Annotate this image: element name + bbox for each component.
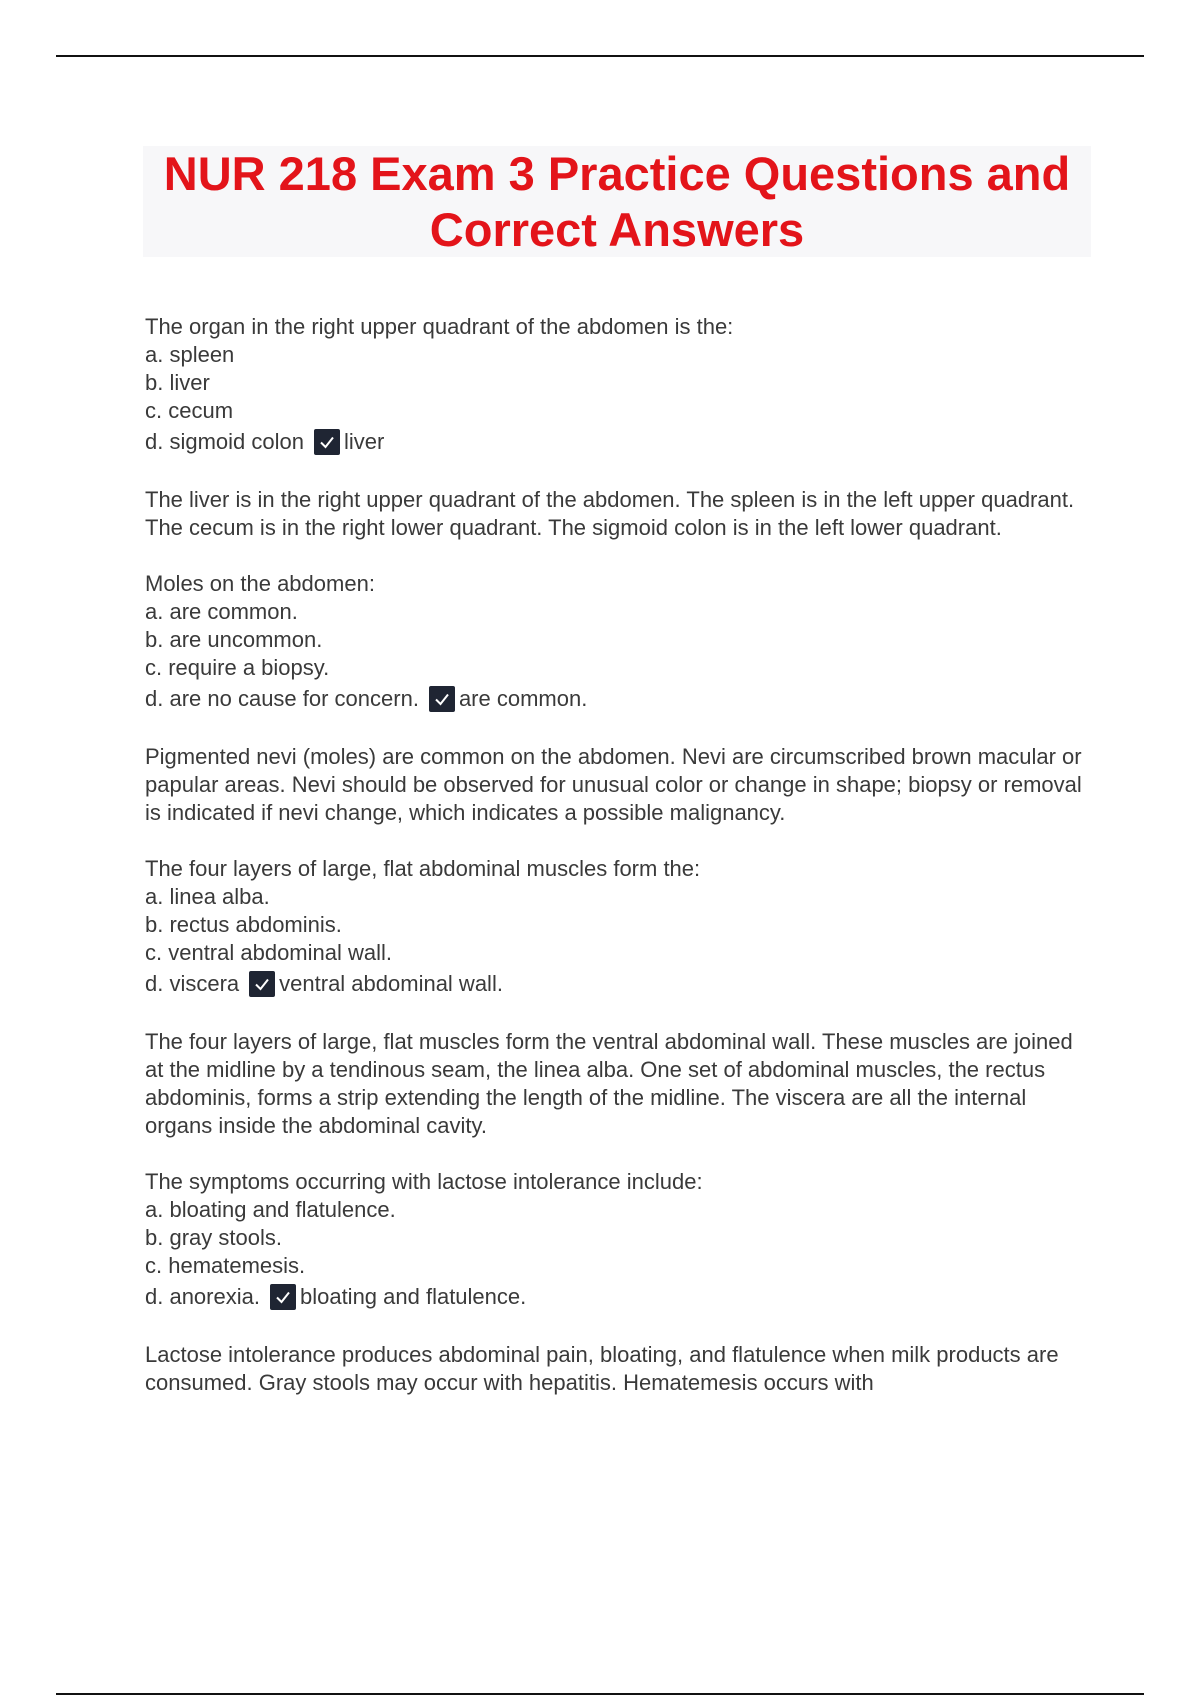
answer-explanation: Lactose intolerance produces abdominal pain, bloating, and flatulence when milk products are consumed. Gray stools may occur with hepatitis. Hematemesis occurs with [145, 1342, 1059, 1395]
answer-line [145, 425, 1095, 458]
answer-option: a. bloating and flatulence. [145, 1197, 396, 1222]
answer-option: c. ventral abdominal wall. [145, 940, 393, 965]
bottom-rule [56, 1693, 1144, 1695]
questions-content [145, 313, 1095, 1425]
answer-line [145, 1280, 1095, 1313]
question-text: The symptoms occurring with lactose intolerance include: [145, 1169, 703, 1194]
answer-option: a. linea alba. [145, 884, 270, 909]
answer-option: a. are common. [145, 599, 298, 624]
question-text: Moles on the abdomen: [145, 571, 375, 596]
answer-line [145, 967, 1095, 1000]
answer-explanation: Pigmented nevi (moles) are common on the abdomen. Nevi are circumscribed brown macular or papular areas. Nevi should be observed for unusual color or change in shape; biopsy or removal is indicated if nevi change, which indicates a possible malignancy. [145, 744, 1082, 825]
answer-option: d. viscera [145, 970, 240, 996]
answer-line [145, 682, 1095, 715]
checkmark-icon [270, 1284, 296, 1310]
correct-answer: bloating and flatulence. [299, 1283, 527, 1309]
title-banner [143, 146, 1091, 257]
answer-option: b. are uncommon. [145, 627, 323, 652]
question-text: The four layers of large, flat abdominal muscles form the: [145, 856, 701, 881]
correct-answer: liver [343, 428, 385, 454]
answer-option: c. hematemesis. [145, 1253, 306, 1278]
correct-answer: ventral abdominal wall. [279, 970, 503, 996]
answer-option: d. are no cause for concern. [145, 685, 419, 711]
checkmark-icon [249, 971, 275, 997]
question-block [145, 855, 1095, 1000]
top-rule [56, 55, 1144, 57]
correct-answer: are common. [458, 685, 588, 711]
checkmark-icon [429, 686, 455, 712]
question-text: The organ in the right upper quadrant of the abdomen is the: [145, 314, 734, 339]
answer-option: b. liver [145, 370, 210, 395]
answer-option: a. spleen [145, 342, 235, 367]
checkmark-icon [314, 429, 340, 455]
document-title: NUR 218 Exam 3 Practice Questions and Correct Answers [163, 147, 1071, 256]
question-block [145, 313, 1095, 458]
question-block [145, 570, 1095, 715]
answer-option: c. require a biopsy. [145, 655, 330, 680]
question-block [145, 1168, 1095, 1313]
answer-explanation: The liver is in the right upper quadrant of the abdomen. The spleen is in the left upper quadrant. The cecum is in the right lower quadrant. The sigmoid colon is in the left lower quadrant. [145, 487, 1075, 540]
answer-option: b. gray stools. [145, 1225, 282, 1250]
answer-option: b. rectus abdominis. [145, 912, 342, 937]
answer-option: d. sigmoid colon [145, 428, 304, 454]
answer-option: d. anorexia. [145, 1283, 260, 1309]
answer-option: c. cecum [145, 398, 234, 423]
answer-explanation: The four layers of large, flat muscles form the ventral abdominal wall. These muscles are joined at the midline by a tendinous seam, the linea alba. One set of abdominal muscles, the rectus abdominis, forms a strip extending the length of the midline. The viscera are all the internal organs inside the abdominal cavity. [145, 1029, 1073, 1138]
